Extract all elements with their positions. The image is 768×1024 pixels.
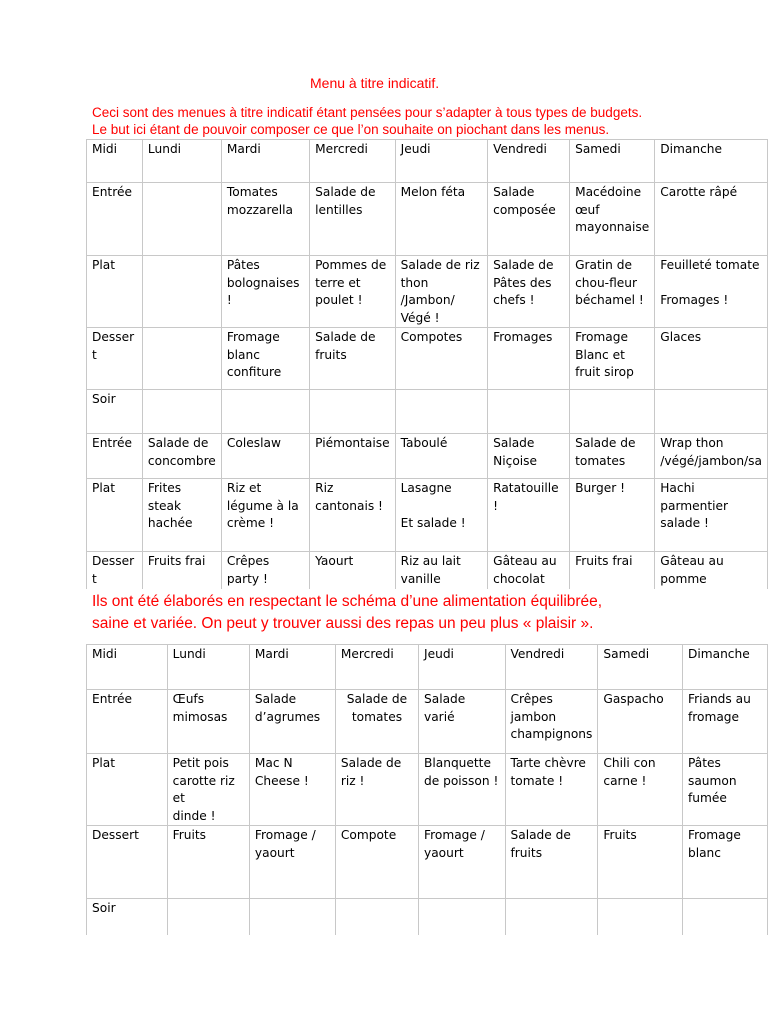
table-row xyxy=(87,390,768,434)
menu-cell xyxy=(488,390,570,434)
table-row xyxy=(87,434,768,479)
menu-cell: Taboulé xyxy=(395,434,488,479)
table-row xyxy=(87,754,768,826)
day-header-mercredi: Mercredi xyxy=(310,140,396,183)
menu-cell: Yaourt xyxy=(310,552,396,590)
menu-cell: Fruits frai xyxy=(142,552,221,590)
row-label: Entrée xyxy=(87,434,143,479)
day-header-vendredi: Vendredi xyxy=(488,140,570,183)
day-header-dimanche: Dimanche xyxy=(655,140,768,183)
row-label: Entrée xyxy=(87,690,168,754)
menu-cell: Crêpes party ! xyxy=(221,552,309,590)
menu-cell: Salade de tomates xyxy=(335,690,418,754)
menu-cell: Salade d’agrumes xyxy=(249,690,335,754)
row-label: Plat xyxy=(87,479,143,552)
day-header-samedi: Samedi xyxy=(598,645,683,690)
menu-cell: Fromage / yaourt xyxy=(419,826,506,899)
menu-cell: Fromage / yaourt xyxy=(249,826,335,899)
table-row xyxy=(87,183,768,256)
menu-cell: Melon féta xyxy=(395,183,488,256)
menu-cell xyxy=(655,390,768,434)
menu-cell: Chili con carne ! xyxy=(598,754,683,826)
menu-cell: Pâtes bolognaises ! xyxy=(221,256,309,328)
table-row xyxy=(87,645,768,690)
menu-cell: Glaces xyxy=(655,328,768,390)
row-label: Soir xyxy=(87,899,168,936)
day-header-mardi: Mardi xyxy=(221,140,309,183)
menu-cell xyxy=(167,899,249,936)
menu-cell: Salade de tomates xyxy=(570,434,655,479)
menu-cell: Macédoine œuf mayonnaise xyxy=(570,183,655,256)
menu-cell: Salade de riz thon /Jambon/ Végé ! xyxy=(395,256,488,328)
menu-cell: Fruits frai xyxy=(570,552,655,590)
table-row xyxy=(87,899,768,936)
menu-cell: Feuilleté tomate Fromages ! xyxy=(655,256,768,328)
menu-cell: Tarte chèvre tomate ! xyxy=(505,754,598,826)
menu-cell: Fromage Blanc et fruit sirop xyxy=(570,328,655,390)
mid-line-1: Ils ont été élaborés en respectant le schéma d’une alimentation équilibrée, xyxy=(92,593,603,610)
menu-cell: Fromage blanc xyxy=(682,826,767,899)
menu-cell: Coleslaw xyxy=(221,434,309,479)
menu-cell: Salade de fruits xyxy=(505,826,598,899)
row-label: Desser t xyxy=(87,328,143,390)
menu-cell xyxy=(395,390,488,434)
menu-cell: Ratatouille ! xyxy=(488,479,570,552)
menu-cell: Salade de riz ! xyxy=(335,754,418,826)
row-label: Dessert xyxy=(87,826,168,899)
menu-cell: Friands au fromage xyxy=(682,690,767,754)
menu-cell: Pâtes saumon fumée xyxy=(682,754,767,826)
table-row xyxy=(87,826,768,899)
menu-cell: Fruits xyxy=(598,826,683,899)
menu-cell: Mac N Cheese ! xyxy=(249,754,335,826)
menu-table-1 xyxy=(86,139,768,589)
menu-cell: Fromages xyxy=(488,328,570,390)
intro-text xyxy=(92,104,642,138)
row-label: Plat xyxy=(87,256,143,328)
menu-cell: Carotte râpé xyxy=(655,183,768,256)
menu-cell: Tomates mozzarella xyxy=(221,183,309,256)
table-row xyxy=(87,256,768,328)
menu-cell: Hachi parmentier salade ! xyxy=(655,479,768,552)
menu-cell: Gâteau au pomme xyxy=(655,552,768,590)
menu-cell: Salade composée xyxy=(488,183,570,256)
day-header-mercredi: Mercredi xyxy=(335,645,418,690)
menu-cell: Fromage blanc confiture xyxy=(221,328,309,390)
menu-cell: Œufs mimosas xyxy=(167,690,249,754)
menu-cell xyxy=(419,899,506,936)
menu-cell xyxy=(598,899,683,936)
menu-cell: Gaspacho xyxy=(598,690,683,754)
row-label: Plat xyxy=(87,754,168,826)
row-label: Entrée xyxy=(87,183,143,256)
row-label: Midi xyxy=(87,645,168,690)
row-label: Midi xyxy=(87,140,143,183)
day-header-dimanche: Dimanche xyxy=(682,645,767,690)
menu-cell xyxy=(570,390,655,434)
menu-cell: Salade de fruits xyxy=(310,328,396,390)
intro-line-1: Ceci sont des menues à titre indicatif étant pensées pour s’adapter à tous types de budgets. xyxy=(92,105,643,120)
menu-cell: Salade varié xyxy=(419,690,506,754)
day-header-mardi: Mardi xyxy=(249,645,335,690)
menu-cell: Burger ! xyxy=(570,479,655,552)
day-header-samedi: Samedi xyxy=(570,140,655,183)
balanced-diet-text xyxy=(92,591,602,635)
menu-cell: Compotes xyxy=(395,328,488,390)
menu-cell: Riz et légume à la crème ! xyxy=(221,479,309,552)
table-row xyxy=(87,479,768,552)
menu-cell: Lasagne Et salade ! xyxy=(395,479,488,552)
menu-cell: Petit pois carotte riz et dinde ! xyxy=(167,754,249,826)
menu-cell: Compote xyxy=(335,826,418,899)
menu-cell: Gâteau au chocolat xyxy=(488,552,570,590)
menu-cell xyxy=(505,899,598,936)
menu-table-1-container xyxy=(86,139,768,589)
day-header-lundi: Lundi xyxy=(167,645,249,690)
day-header-lundi: Lundi xyxy=(142,140,221,183)
menu-cell xyxy=(142,256,221,328)
menu-cell: Frites steak hachée xyxy=(142,479,221,552)
menu-cell xyxy=(335,899,418,936)
mid-line-2: saine et variée. On peut y trouver aussi des repas un peu plus « plaisir ». xyxy=(92,615,594,632)
menu-cell: Blanquette de poisson ! xyxy=(419,754,506,826)
menu-cell: Riz au lait vanille xyxy=(395,552,488,590)
menu-cell: Crêpes jambon champignons xyxy=(505,690,598,754)
menu-cell xyxy=(310,390,396,434)
menu-cell: Piémontaise xyxy=(310,434,396,479)
day-header-jeudi: Jeudi xyxy=(419,645,506,690)
day-header-jeudi: Jeudi xyxy=(395,140,488,183)
row-label: Soir xyxy=(87,390,143,434)
menu-cell xyxy=(142,390,221,434)
menu-cell xyxy=(142,328,221,390)
menu-cell: Salade de concombre xyxy=(142,434,221,479)
table-row xyxy=(87,690,768,754)
menu-cell xyxy=(142,183,221,256)
row-label: Desser t xyxy=(87,552,143,590)
day-header-vendredi: Vendredi xyxy=(505,645,598,690)
menu-cell xyxy=(249,899,335,936)
menu-cell xyxy=(221,390,309,434)
menu-table-2 xyxy=(86,644,768,935)
table-row xyxy=(87,140,768,183)
menu-cell: Salade Niçoise xyxy=(488,434,570,479)
menu-cell xyxy=(682,899,767,936)
menu-cell: Salade de lentilles xyxy=(310,183,396,256)
menu-cell: Riz cantonais ! xyxy=(310,479,396,552)
page-title: Menu à titre indicatif. xyxy=(310,75,440,91)
table-row xyxy=(87,328,768,390)
menu-cell: Fruits xyxy=(167,826,249,899)
menu-cell: Pommes de terre et poulet ! xyxy=(310,256,396,328)
menu-cell: Gratin de chou-fleur béchamel ! xyxy=(570,256,655,328)
table-row xyxy=(87,552,768,590)
menu-table-2-container xyxy=(86,644,768,935)
menu-cell: Salade de Pâtes des chefs ! xyxy=(488,256,570,328)
menu-cell: Wrap thon /végé/jambon/sa xyxy=(655,434,768,479)
intro-line-2: Le but ici étant de pouvoir composer ce que l’on souhaite on piochant dans les menus. xyxy=(92,122,610,137)
